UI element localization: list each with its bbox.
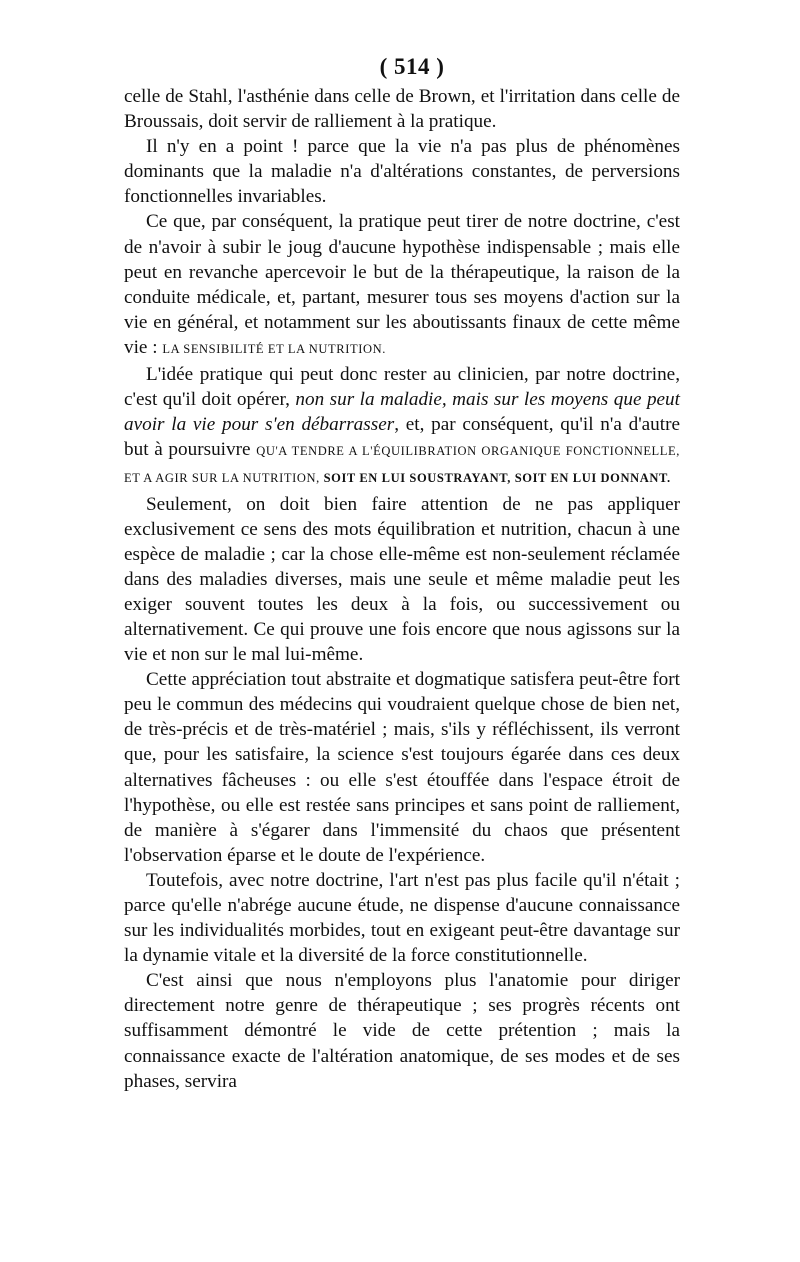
paragraph-7 (124, 868, 680, 968)
body-text (124, 84, 680, 1094)
paragraph-5 (124, 492, 680, 668)
paragraph-3-smallcaps: LA SENSIBILITÉ ET LA NUTRITION. (162, 341, 386, 356)
paragraph-8 (124, 968, 680, 1093)
paragraph-3-text: Ce que, par conséquent, la pratique peut tirer de notre doctrine, c'est de n'avoir à subir le joug d'aucune hypothèse indispensable ; mais elle peut en revanche apercevoir le but de la thérapeutique, la raison de la conduite médicale, et, partant, mesurer tous ses moyens d'action sur la vie en général, et notamment sur les aboutissants finaux de cette même vie : (124, 211, 680, 358)
paragraph-5-text: Seulement, on doit bien faire attention de ne pas appliquer exclusivement ce sens des mots équilibration et nutrition, chacun à une espèce de maladie ; car la chose elle-même est non-seulement réclamée dans des maladies diverses, mais une seule et même maladie peut les exiger souvent toutes les deux à la fois, ou successivement ou alternativement. Ce qui prouve une fois encore que nous agissons sur la vie et non sur le mal lui-même. (124, 493, 680, 666)
paragraph-6-text: Cette appréciation tout abstraite et dogmatique satisfera peut-être fort peu le commun des médecins qui voudraient quelque chose de bien net, de très-précis et de très-matériel ; mais, s'ils y réfléchissent, ils verront que, pour les satisfaire, la science s'est toujours égarée dans ces deux alternatives fâcheuses : ou elle s'est étouffée dans l'espace étroit de l'hypothèse, ou elle est restée sans principes et sans point de ralliement, de manière à s'égarer dans l'immensité du chaos que présentent l'observation éparse et le doute de l'expérience. (124, 669, 680, 866)
paragraph-8-text: C'est ainsi que nous n'employons plus l'anatomie pour diriger directement notre genre de thérapeutique ; ses progrès récents ont suffisamment démontré le vide de cette prétention ; mais la connaissance exacte de l'altération anatomique, de ses modes et de ses phases, servira (124, 970, 680, 1092)
paragraph-1-text: celle de Stahl, l'asthénie dans celle de Brown, et l'irritation dans celle de Broussais, doit servir de ralliement à la pratique. (124, 86, 680, 133)
paragraph-4-smallcaps-2: SOIT EN LUI SOUSTRAYANT, SOIT EN LUI DONNANT. (323, 471, 671, 486)
paragraph-4-smallcaps-1: QU'A TENDRE A L'ÉQUILIBRATION ORGANIQUE FONCTIONNELLE, ET A AGIR SUR LA NUTRITION, (124, 444, 680, 486)
paragraph-3 (124, 209, 680, 362)
book-page (124, 50, 680, 1094)
paragraph-4 (124, 362, 680, 491)
paragraph-4-before: L'idée pratique qui peut donc rester au clinicien, par notre doctrine, c'est qu'il doit opérer, (124, 364, 680, 411)
paragraph-7-text: Toutefois, avec notre doctrine, l'art n'est pas plus facile qu'il n'était ; parce qu'elle n'abrége aucune étude, ne dispense d'aucune connaissance sur les individualités morbides, tout en exigeant peut-être davantage sur la dynamie vitale et la diversité de la force constitutionnelle. (124, 869, 680, 967)
page-number: ( 514 ) (379, 54, 445, 79)
paragraph-4-middle: , et, par conséquent, qu'il n'a d'autre but à poursuivre (124, 414, 681, 461)
paragraph-1 (124, 84, 680, 134)
paragraph-4-italic: non sur la maladie, mais sur les moyens que peut avoir la vie pour s'en débarrasser (124, 389, 680, 436)
paragraph-2-text: Il n'y en a point ! parce que la vie n'a pas plus de phénomènes dominants que la maladie n'a d'altérations constantes, de perversions fonctionnelles invariables. (124, 136, 680, 208)
paragraph-6 (124, 667, 680, 868)
paragraph-2 (124, 134, 680, 209)
